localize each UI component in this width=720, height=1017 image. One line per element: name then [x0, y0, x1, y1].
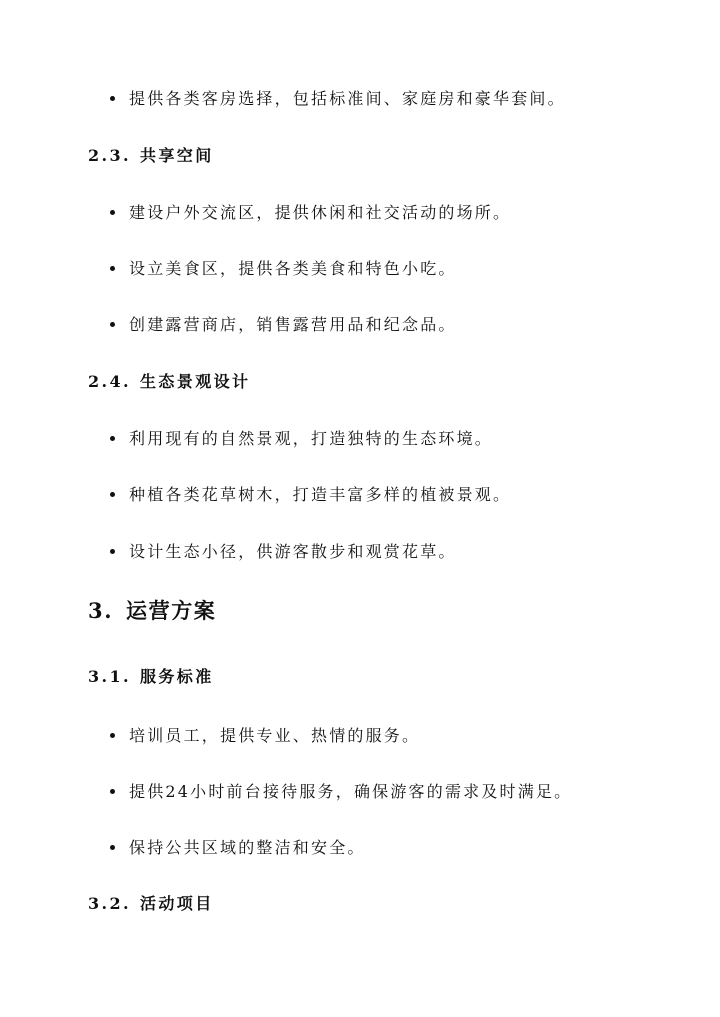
- list-item-text: 培训员工，提供专业、热情的服务。: [129, 726, 421, 745]
- list-item-text: 保持公共区域的整洁和安全。: [129, 838, 366, 857]
- list-item-text: 种植各类花草树木，打造丰富多样的植被景观。: [129, 485, 512, 504]
- list-item-text: 创建露营商店，销售露营用品和纪念品。: [129, 315, 457, 334]
- bullet-icon: [110, 266, 115, 271]
- section-heading-2-3: [88, 146, 214, 166]
- list-item: [110, 782, 572, 802]
- section-number: 3.1.: [88, 667, 132, 686]
- section-title: 共享空间: [140, 146, 214, 165]
- section-title: 生态景观设计: [140, 372, 251, 391]
- list-item-text: 提供24小时前台接待服务，确保游客的需求及时满足。: [129, 782, 573, 801]
- bullet-icon: [110, 210, 115, 215]
- list-item-text: 提供各类客房选择，包括标准间、家庭房和豪华套间。: [129, 89, 566, 108]
- list-item: [110, 485, 511, 505]
- section-number: 2.4.: [88, 372, 132, 391]
- section-heading-3-2: [88, 894, 214, 914]
- list-item: [110, 726, 420, 746]
- list-item: [110, 259, 457, 279]
- list-item-text: 利用现有的自然景观，打造独特的生态环境。: [129, 429, 494, 448]
- list-item-text: 设立美食区，提供各类美食和特色小吃。: [129, 259, 457, 278]
- bullet-icon: [110, 733, 115, 738]
- section-title: 运营方案: [126, 598, 217, 623]
- section-title: 活动项目: [140, 894, 214, 913]
- bullet-icon: [110, 549, 115, 554]
- section-number: 3.: [88, 598, 114, 623]
- section-number: 3.2.: [88, 894, 132, 913]
- section-heading-3: [88, 598, 216, 624]
- section-number: 2.3.: [88, 146, 132, 165]
- list-item: [110, 542, 457, 562]
- bullet-icon: [110, 492, 115, 497]
- section-title: 服务标准: [140, 667, 214, 686]
- list-item-text: 设计生态小径，供游客散步和观赏花草。: [129, 542, 457, 561]
- section-heading-3-1: [88, 667, 214, 687]
- list-item: [110, 838, 366, 858]
- bullet-icon: [110, 96, 115, 101]
- bullet-icon: [110, 789, 115, 794]
- list-item: [110, 315, 457, 335]
- list-item: [110, 89, 566, 109]
- list-item-text: 建设户外交流区，提供休闲和社交活动的场所。: [129, 203, 512, 222]
- list-item: [110, 203, 511, 223]
- section-heading-2-4: [88, 372, 250, 392]
- bullet-icon: [110, 436, 115, 441]
- bullet-icon: [110, 845, 115, 850]
- bullet-icon: [110, 322, 115, 327]
- list-item: [110, 429, 493, 449]
